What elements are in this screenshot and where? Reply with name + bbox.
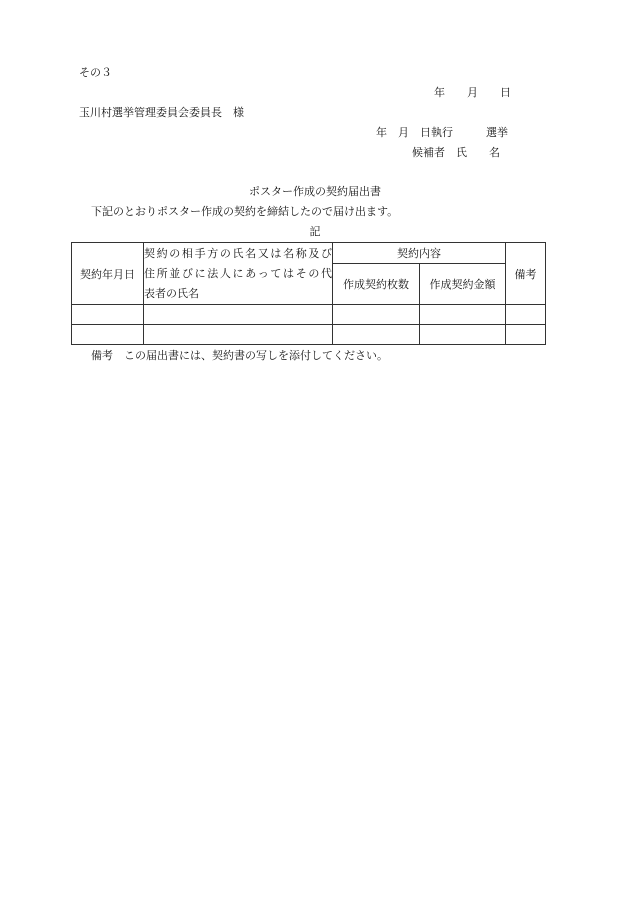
header-contract-party bbox=[144, 243, 333, 305]
addressee: 玉川村選挙管理委員会委員長 様 bbox=[79, 106, 244, 119]
form-number: その３ bbox=[79, 66, 112, 79]
cell-remarks[interactable] bbox=[506, 305, 546, 325]
header-party-line-1: 契約の相手方の氏名又は名称及び bbox=[144, 246, 332, 260]
cell-remarks[interactable] bbox=[506, 325, 546, 345]
table-row bbox=[72, 325, 546, 345]
cell-count[interactable] bbox=[333, 325, 420, 345]
header-remarks: 備考 bbox=[506, 243, 546, 305]
cell-date[interactable] bbox=[72, 305, 144, 325]
note-text: 備考 この届出書には、契約書の写しを添付してください。 bbox=[91, 349, 388, 362]
date-line: 年 月 日 bbox=[434, 86, 511, 99]
cell-party[interactable] bbox=[144, 325, 333, 345]
election-line: 年 月 日執行 選挙 bbox=[376, 126, 508, 139]
header-contract-count: 作成契約枚数 bbox=[333, 264, 420, 305]
table-row bbox=[72, 305, 546, 325]
cell-party[interactable] bbox=[144, 305, 333, 325]
header-party-line-3: 表者の氏名 bbox=[144, 286, 199, 300]
body-text: 下記のとおりポスター作成の契約を締結したので届け出ます。 bbox=[91, 205, 399, 218]
header-contract-content: 契約内容 bbox=[333, 243, 506, 264]
header-contract-amount: 作成契約金額 bbox=[420, 264, 506, 305]
document-title: ポスター作成の契約届出書 bbox=[249, 185, 381, 198]
header-party-line-2: 住所並びに法人にあってはその代 bbox=[144, 266, 332, 280]
header-contract-date: 契約年月日 bbox=[72, 243, 144, 305]
cell-count[interactable] bbox=[333, 305, 420, 325]
candidate-line: 候補者 氏 名 bbox=[412, 146, 500, 159]
cell-date[interactable] bbox=[72, 325, 144, 345]
ki-label: 記 bbox=[309, 225, 321, 238]
cell-amount[interactable] bbox=[420, 325, 506, 345]
contract-table bbox=[71, 242, 546, 345]
cell-amount[interactable] bbox=[420, 305, 506, 325]
